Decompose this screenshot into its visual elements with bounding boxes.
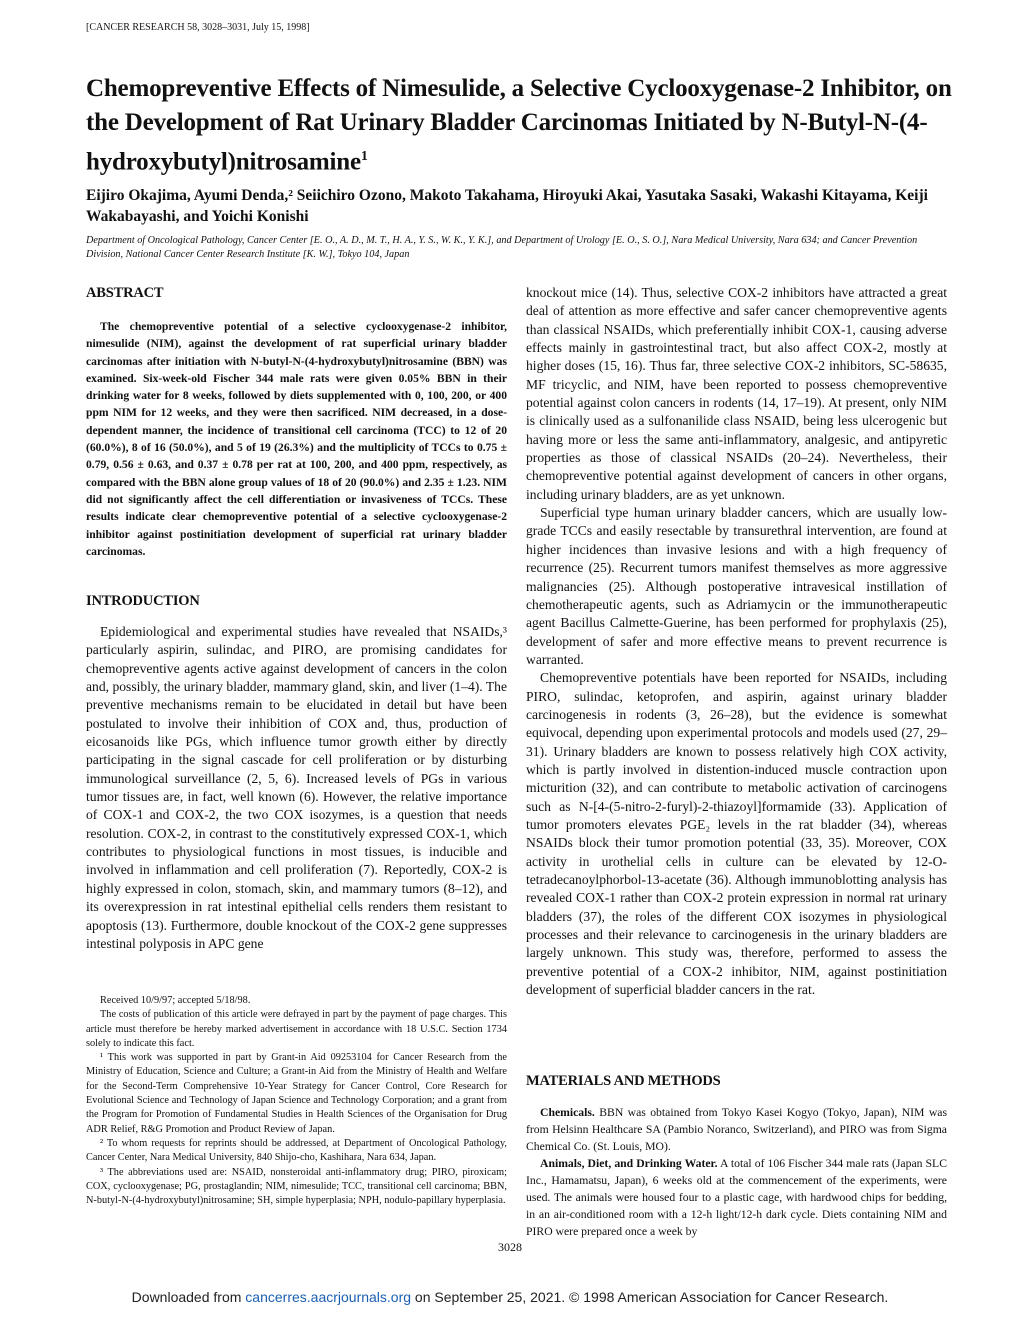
- footnote-received: Received 10/9/97; accepted 5/18/98.: [100, 995, 251, 1006]
- abstract-text: The chemopreventive potential of a selective cyclooxygenase-2 inhibitor, nimesulide (NIM), against the development of rat superficial urinary bladder carcinomas after initiation with N-butyl-N-(4-hydroxybutyl)nitrosamine (BBN) was examined. Six-week-old Fischer 344 male rats were given 0.05% BBN in their drinking water for 8 weeks, followed by diets supplemented with 0, 100, 200, or 400 ppm NIM for 12 weeks, and they were then sacrificed. NIM decreased, in a dose-dependent manner, the incidence of transitional cell carcinoma (TCC) to 12 of 20 (60.0%), 8 of 16 (50.0%), and 5 of 19 (26.3%) and the multiplicity of TCCs to 0.75 ± 0.79, 0.56 ± 0.63, and 0.37 ± 0.78 per rat at 100, 200, and 400 ppm, respectively, as compared with the BBN alone group values of 18 of 20 (90.0%) and 2.35 ± 1.23. NIM did not significantly affect the cell differentiation or invasiveness of TCCs. These results indicate clear chemopreventive potential of a selective cyclooxygenase-2 inhibitor against postinitiation development of superficial rat urinary bladder carcinomas.: [86, 320, 507, 558]
- article-title: [86, 72, 966, 179]
- intro-paragraph: knockout mice (14). Thus, selective COX-2 inhibitors have attracted a great deal of attention as more effective and safer cancer chemopreventive agents than classical NSAIDs, which preferentially inhibit COX-1, causing adverse effects mainly in gastrointestinal tract, but also affect COX-2, mostly at higher doses (15, 16). Thus far, three selective COX-2 inhibitors, SC-58635, MF tricyclic, and NIM, have been reported to possess chemopreventive potential against colon cancers in rodents (14, 17–19). At present, only NIM is clinically used as a sulfonanilide class NSAID, being less ulcerogenic but having more or less the same anti-inflammatory, analgesic, and antipyretic properties as those of classical NSAIDs (20–24). Nevertheless, their chemopreventive potential against development of cancers in other organs, including urinary bladders, are as yet unknown.: [526, 285, 947, 502]
- animals-runin: Animals, Diet, and Drinking Water.: [540, 1157, 718, 1170]
- journal-site-link[interactable]: cancerres.aacrjournals.org: [245, 1289, 412, 1305]
- methods-section: [526, 1073, 947, 1240]
- title-footnote-mark: 1: [360, 149, 368, 164]
- methods-heading: MATERIALS AND METHODS: [526, 1073, 721, 1089]
- author-list: Eijiro Okajima, Ayumi Denda,² Seiichiro Ozono, Makoto Takahama, Hiroyuki Akai, Yasutaka Sasaki, Wakashi Kitayama, Keiji Wakabayashi, and Yoichi Konishi: [86, 187, 928, 225]
- footnote-costs: The costs of publication of this article were defrayed in part by the payment of page charges. This article must therefore be hereby marked advertisement in accordance with 18 U.S.C. Section 1734 solely to indicate this fact.: [86, 1009, 507, 1049]
- page-number: 3028: [498, 1240, 522, 1254]
- chemicals-runin: Chemicals.: [540, 1106, 595, 1119]
- footnotes: [86, 994, 507, 1208]
- animals-text: A total of 106 Fischer 344 male rats (Japan SLC Inc., Hamamatsu, Japan), 6 weeks old at the commencement of the experiments, were used. The animals were housed four to a plastic cage, with hardwood chips for bedding, in an air-conditioned room with a 12-h light/12-h dark cycle. Diets containing NIM and PIRO were prepared once a week by: [526, 1157, 947, 1238]
- abstract-heading: ABSTRACT: [86, 285, 164, 301]
- title-text: Chemopreventive Effects of Nimesulide, a Selective Cyclooxygenase-2 Inhibitor, on the Development of Rat Urinary Bladder Carcinomas Initiated by N-Butyl-N-(4-hydroxybutyl)nitrosamine: [86, 75, 952, 176]
- affiliations: Department of Oncological Pathology, Cancer Center [E. O., A. D., M. T., H. A., Y. S., W. K., Y. K.], and Department of Urology [E. O., S. O.], Nara Medical University, Nara 634; and Cancer Prevention Division, National Cancer Center Research Institute [K. W.], Tokyo 104, Japan: [86, 235, 918, 260]
- animals-paragraph: [526, 1155, 947, 1240]
- footnote-1: ¹ This work was supported in part by Grant-in Aid 09253104 for Cancer Research from the Ministry of Education, Science and Culture; a Grant-in Aid from the Ministry of Health and Welfare for the Second-Term Comprehensive 10-Year Strategy for Cancer Control, Core Research for Evolutional Science and Technology of Japan Science and Technology Corporation; and a grant from the Program for Promotion of Fundamental Studies in Health Sciences of the Organisation for Drug ADR Relief, R&G Promotion and Product Review of Japan.: [86, 1052, 507, 1135]
- intro-paragraph: Epidemiological and experimental studies have revealed that NSAIDs,³ particularly aspirin, sulindac, and PIRO, are promising candidates for chemopreventive agents active against development of cancers in the colon and, possibly, the urinary bladder, mammary gland, skin, and liver (1–4). The preventive mechanisms remain to be elucidated in detail but have been postulated to involve their inhibition of COX and, thus, production of eicosanoids like PGs, which influence tumor growth either by directly participating in the signal cascade for cell proliferation or by disturbing immunological surveillance (2, 5, 6). Increased levels of PGs in various tumor tissues are, in fact, well known (6). However, the relative importance of COX-1 and COX-2, the two COX isozymes, is a question that needs resolution. COX-2, in contrast to the constitutively expressed COX-1, which contributes to physiological functions in most tissues, is inducible and involved in inflammation and cell proliferation (7). Reportedly, COX-2 is highly expressed in colon, stomach, skin, and mammary tumors (8–12), and its overexpression in rat intestinal epithelial cells renders them resistant to apoptosis (13). Furthermore, double knockout of the COX-2 gene suppresses intestinal polyposis in APC gene: [86, 624, 507, 951]
- footnote-2: ² To whom requests for reprints should be addressed, at Department of Oncological Pathology, Cancer Center, Nara Medical University, 840 Shijo-cho, Kashihara, Nara 634, Japan.: [86, 1137, 507, 1164]
- chemicals-text: BBN was obtained from Tokyo Kasei Kogyo (Tokyo, Japan), NIM was from Helsinn Healthcare SA (Pambio Noranco, Switzerland), and PIRO was from Sigma Chemical Co. (St. Louis, MO).: [526, 1106, 947, 1153]
- footer-suffix: on September 25, 2021. © 1998 American Association for Cancer Research.: [411, 1289, 889, 1305]
- abstract-section: [86, 285, 507, 560]
- chemicals-paragraph: [526, 1104, 947, 1155]
- footnote-3: ³ The abbreviations used are: NSAID, nonsteroidal anti-inflammatory drug; PIRO, piroxicam; COX, cyclooxygenase; PG, prostaglandin; NIM, nimesulide; TCC, transitional cell carcinoma; BBN, N-butyl-N-(4-hydroxybutyl)nitrosamine; SH, simple hyperplasia; NPH, nodulo-papillary hyperplasia.: [86, 1166, 507, 1207]
- introduction-heading: INTRODUCTION: [86, 593, 200, 609]
- intro-paragraph: Chemopreventive potentials have been reported for NSAIDs, including PIRO, sulindac, ketoprofen, and aspirin, against urinary bladder carcinogenesis in rodents (3, 26–28), but the evidence is somewhat equivocal, depending upon experimental protocols and models used (27, 29–31). Urinary bladders are known to possess relatively high COX activity, which is partly involved in distention-induced muscle contraction upon micturition (32), and can contribute to metabolic activation of carcinogens such as N-[4-(5-nitro-2-furyl)-2-thiazoyl]formamide (33). Application of tumor promoters elevates PGE₂ levels in the rat bladder (34), whereas NSAIDs block their tumor promotion potential (33, 35). Moreover, COX activity in urothelial cells in culture can be elevated by 12-O-tetradecanoylphorbol-13-acetate (36). Although immunoblotting analysis has revealed COX-1 rather than COX-2 protein expression in normal rat urinary bladders (37), the roles of the different COX isozymes in physiological processes and their relevance to carcinogenesis in the urinary bladders are largely unknown. This study was, therefore, performed to assess the preventive potential of a COX-2 inhibitor, NIM, against postinitiation development of superficial bladder cancers in the rat.: [526, 670, 947, 998]
- intro-paragraph: Superficial type human urinary bladder cancers, which are usually low-grade TCCs and easily resectable by transurethral intervention, are found at higher incidences than invasive lesions and with a high frequency of recurrence (25). Recurrent tumors manifest themselves as more aggressive malignancies (25). Although postoperative intravesical instillation of chemotherapeutic agents, such as Adriamycin or the immunotherapeutic agent Bacillus Calmette-Guerine, has been performed for prophylaxis (25), development of safer and more effective means to prevent recurrence is warranted.: [526, 505, 947, 667]
- journal-citation: [CANCER RESEARCH 58, 3028–3031, July 15, 1998]: [86, 22, 310, 33]
- introduction-section: [86, 593, 507, 953]
- right-column-introduction: [526, 284, 947, 999]
- footer-prefix: Downloaded from: [131, 1289, 246, 1305]
- download-footer: [130, 1289, 890, 1305]
